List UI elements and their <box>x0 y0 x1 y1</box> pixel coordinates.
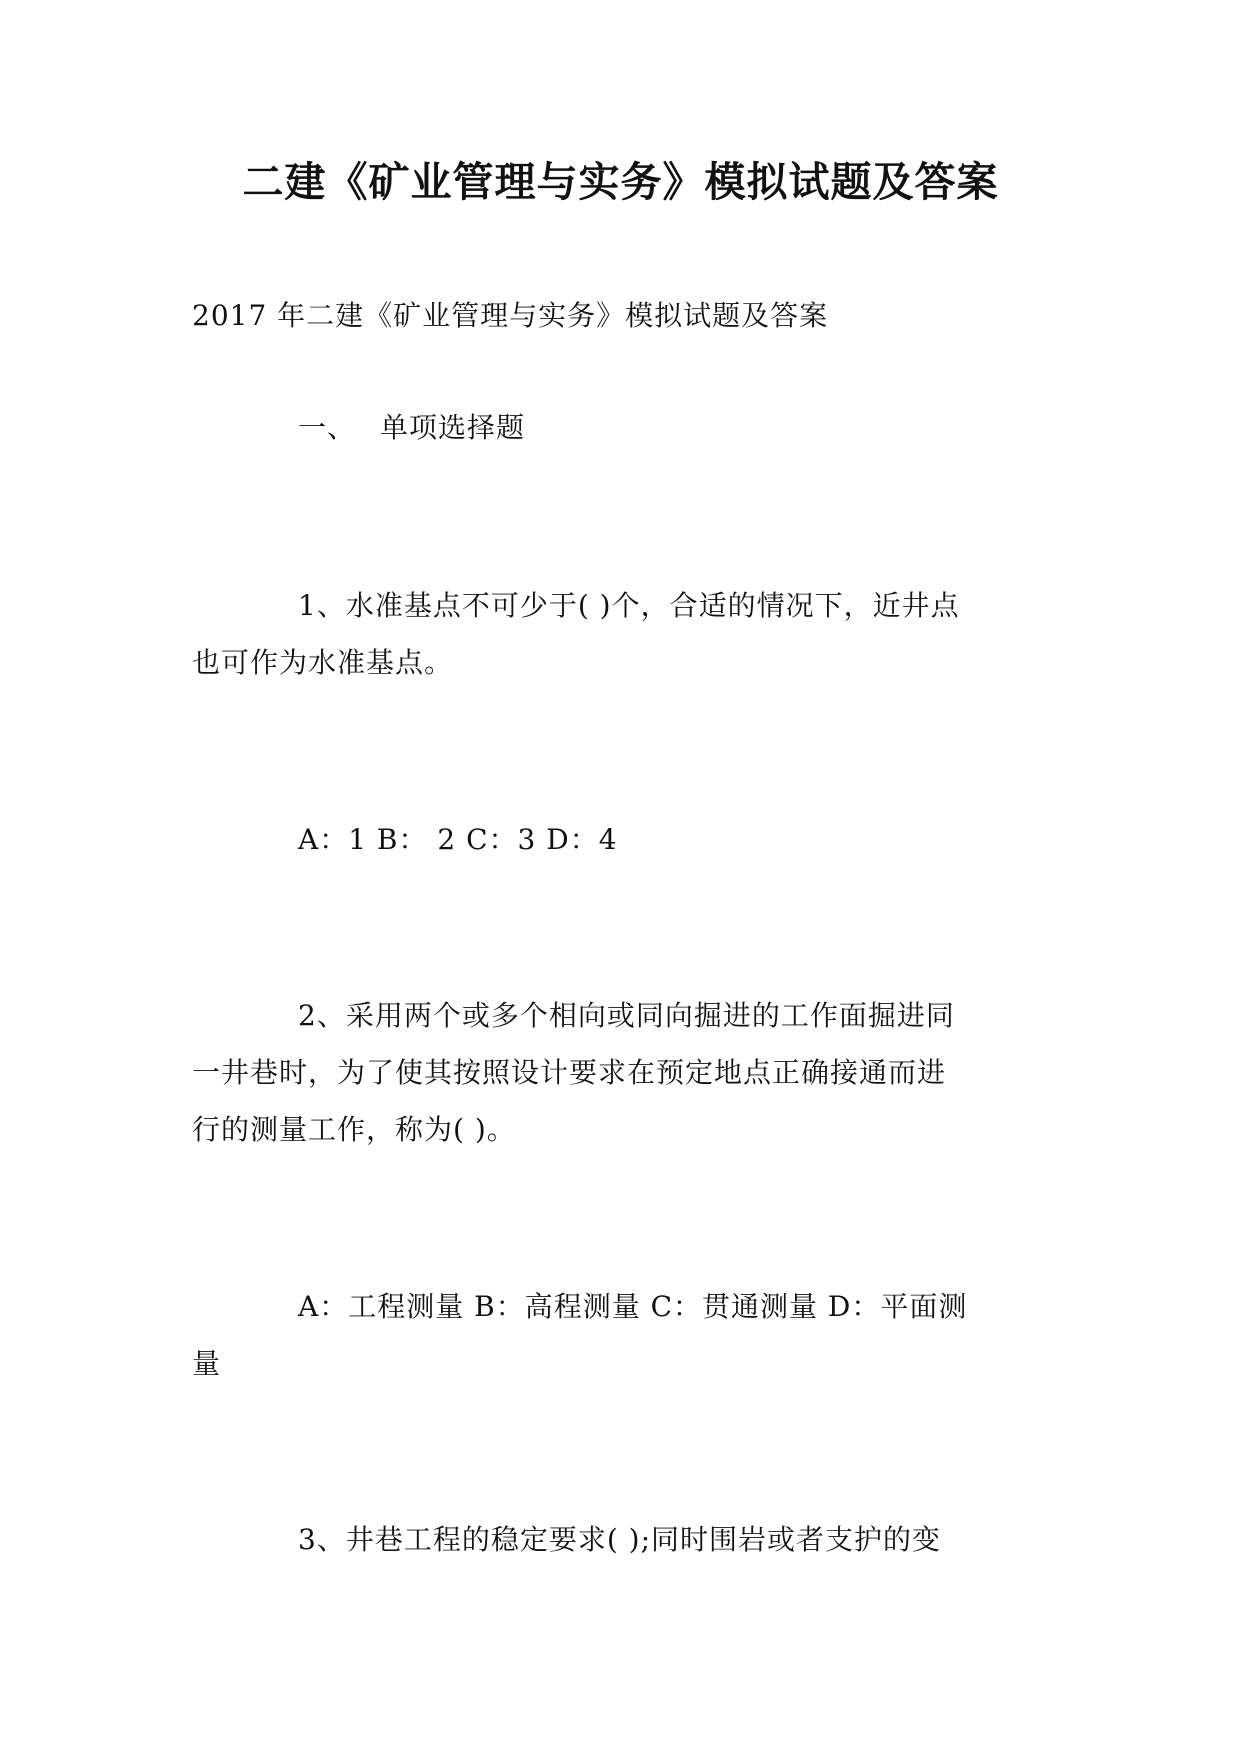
question-2-options-line-2: 量 <box>192 1347 222 1380</box>
document-subtitle: 2017 年二建《矿业管理与实务》模拟试题及答案 <box>192 299 829 332</box>
question-1-line-1: 1、水准基点不可少于( )个，合适的情况下，近井点 <box>298 589 960 622</box>
question-2-line-2: 一井巷时，为了使其按照设计要求在预定地点正确接通而进 <box>192 1056 947 1089</box>
section-label: 单项选择题 <box>380 411 526 444</box>
question-1-options: A：1 B： 2 C：3 D：4 <box>298 823 618 856</box>
section-heading <box>298 408 525 448</box>
question-3-line-1: 3、井巷工程的稳定要求( );同时围岩或者支护的变 <box>298 1523 941 1556</box>
question-2-line-3: 行的测量工作，称为( )。 <box>192 1113 516 1146</box>
question-2-line-1: 2、采用两个或多个相向或同向掘进的工作面掘进同 <box>298 999 955 1032</box>
document-title: 二建《矿业管理与实务》模拟试题及答案 <box>242 158 999 206</box>
question-2-options-line-1: A：工程测量 B：高程测量 C：贯通测量 D：平面测 <box>298 1290 968 1323</box>
section-number: 一、 <box>298 411 357 444</box>
question-1-line-2: 也可作为水准基点。 <box>192 646 454 679</box>
